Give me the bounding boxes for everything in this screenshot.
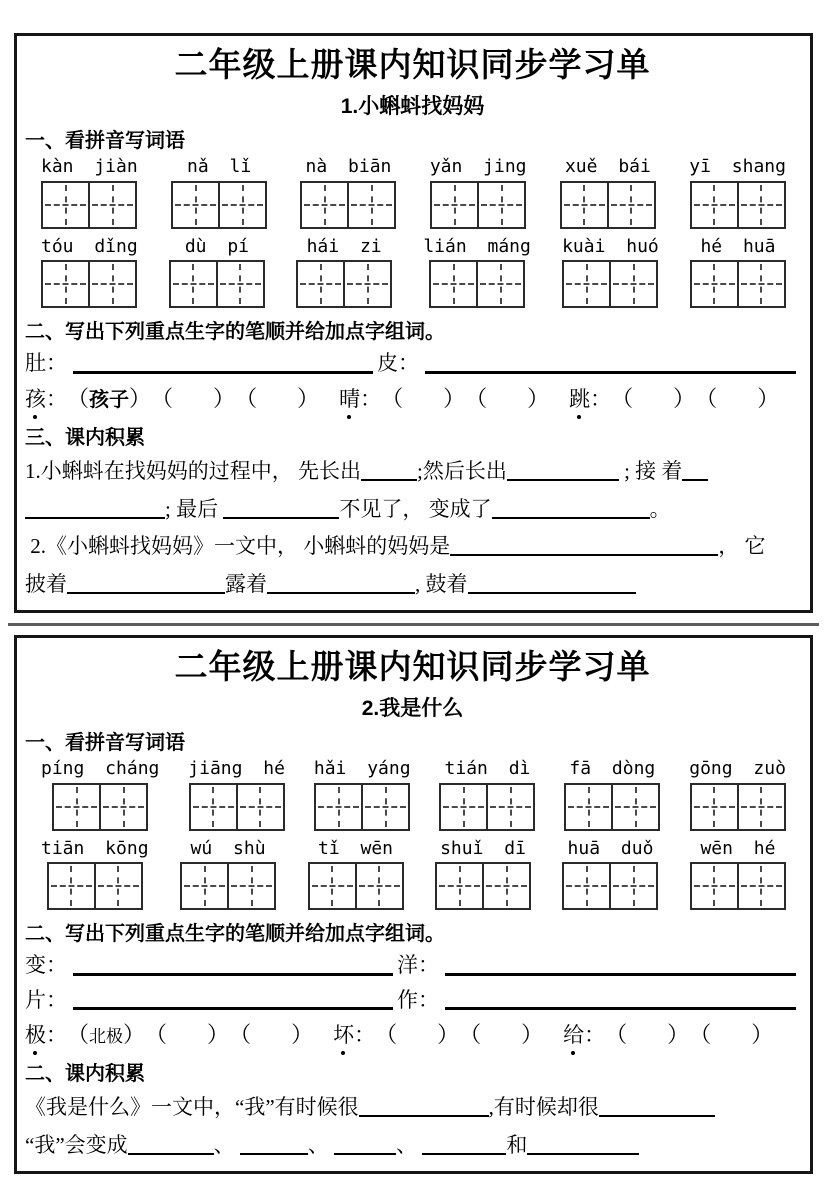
writing-box-pair[interactable] (171, 181, 267, 229)
writing-box-pair[interactable] (308, 862, 404, 910)
pinyin-label: gōng zuò (689, 758, 786, 780)
close-paren: ） (213, 385, 236, 411)
pinyin-label: kàn jiàn (41, 156, 138, 178)
answer-line[interactable] (425, 371, 796, 374)
writing-cell[interactable] (609, 262, 656, 306)
word-bracket[interactable] (229, 1022, 313, 1048)
writing-box-pair[interactable] (690, 862, 786, 910)
writing-box-pair[interactable] (690, 260, 786, 308)
writing-box-pair[interactable] (429, 260, 525, 308)
word-bracket[interactable] (465, 386, 549, 412)
word-bracket-filled (67, 1022, 145, 1048)
writing-cell[interactable] (173, 183, 218, 227)
text-run: 。 (649, 496, 671, 521)
section-number: 三、 (25, 427, 65, 450)
open-paren: （ (67, 385, 90, 411)
pinyin-word-group (188, 758, 285, 831)
pinyin-label: huā duǒ (567, 837, 654, 859)
writing-cell[interactable] (94, 864, 141, 908)
text-run: 1.小蝌蚪在找妈妈的过程中， 先长出 (25, 459, 361, 484)
pinyin-grid-row-1 (25, 156, 800, 229)
pinyin-label: fā dòng (569, 758, 656, 780)
answer-blank[interactable] (599, 1095, 715, 1117)
writing-box-pair[interactable] (47, 862, 143, 910)
section-1-heading (25, 124, 800, 153)
open-paren: （ (611, 385, 634, 411)
writing-box-pair[interactable] (189, 783, 285, 831)
word-bracket[interactable] (689, 1022, 773, 1048)
writing-cell[interactable] (692, 785, 737, 829)
pinyin-word-group (435, 838, 531, 911)
section-number: 二、 (25, 321, 65, 344)
pinyin-label: nà biān (305, 156, 392, 178)
dotted-char-label: 孩： (25, 386, 67, 411)
answer-blank[interactable] (128, 1133, 214, 1155)
section-1-heading (25, 726, 800, 755)
stroke-order-line (25, 351, 800, 376)
pinyin-word-group (169, 236, 265, 309)
writing-cell[interactable] (737, 183, 784, 227)
answer-blank[interactable] (240, 1133, 308, 1155)
writing-cell[interactable] (88, 262, 135, 306)
answer-blank[interactable] (507, 459, 619, 481)
worksheet-title (25, 44, 800, 87)
pinyin-word-group (690, 236, 786, 309)
pinyin-label: píng cháng (41, 758, 160, 780)
writing-box-pair[interactable] (300, 181, 396, 229)
writing-cell[interactable] (737, 262, 784, 306)
writing-cell[interactable] (182, 864, 227, 908)
answer-line[interactable] (73, 371, 373, 374)
section-number: 二、 (25, 923, 65, 946)
pinyin-grid-row-2 (25, 838, 800, 911)
writing-cell[interactable] (88, 183, 135, 227)
open-paren: （ (689, 1021, 712, 1047)
writing-cell[interactable] (49, 864, 94, 908)
title-part-serif: 二年级上册课内 (174, 650, 413, 687)
pinyin-label: xuě bái (564, 156, 651, 178)
fill-in-line (25, 1092, 800, 1124)
pinyin-word-group (560, 156, 656, 229)
writing-cell[interactable] (564, 864, 609, 908)
word-building-line (25, 1022, 800, 1048)
title-part-serif: 二年级上册课内 (174, 48, 413, 84)
text-run: ， 它 (718, 534, 766, 559)
writing-cell[interactable] (316, 785, 361, 829)
writing-cell[interactable] (216, 262, 263, 306)
stroke-char-label: 洋： (397, 953, 439, 978)
text-run: , 鼓着 (415, 571, 468, 596)
word-bracket[interactable] (145, 1022, 229, 1048)
open-paren: （ (235, 385, 258, 411)
answer-line[interactable] (73, 973, 393, 976)
word-bracket[interactable] (235, 386, 319, 412)
pinyin-label: wú shù (190, 837, 266, 859)
pinyin-label: tiān kōng (41, 837, 149, 859)
answer-blank[interactable] (492, 497, 650, 519)
writing-cell[interactable] (227, 864, 274, 908)
answer-blank[interactable] (359, 1095, 489, 1117)
stroke-char-label: 肚： (25, 351, 67, 376)
writing-cell[interactable] (609, 864, 656, 908)
answer-blank[interactable] (682, 459, 708, 481)
word-bracket[interactable] (151, 386, 235, 412)
sample-answer: 北极 (89, 1026, 124, 1046)
writing-cell[interactable] (191, 785, 236, 829)
word-bracket[interactable] (381, 386, 465, 412)
pinyin-word-group (41, 236, 138, 309)
pinyin-word-group (41, 156, 138, 229)
writing-cell[interactable] (564, 262, 609, 306)
pinyin-word-group (300, 156, 396, 229)
answer-blank[interactable] (361, 459, 417, 481)
writing-cell[interactable] (611, 785, 658, 829)
writing-box-pair[interactable] (562, 260, 658, 308)
text-run: 、 (396, 1132, 423, 1157)
writing-cell[interactable] (607, 183, 654, 227)
stroke-char-label: 变： (25, 953, 67, 978)
fill-in-line (25, 569, 800, 601)
pinyin-word-group (423, 236, 531, 309)
writing-cell[interactable] (476, 262, 523, 306)
close-paren: ） (673, 385, 696, 411)
pinyin-label: kuài huó (562, 235, 659, 257)
section-text: 看拼音写词语 (65, 130, 185, 153)
answer-line[interactable] (445, 1007, 796, 1010)
close-paren: ） (521, 1021, 544, 1047)
pinyin-word-group (690, 838, 786, 911)
writing-cell[interactable] (562, 183, 607, 227)
section-text: 看拼音写词语 (65, 732, 185, 755)
writing-cell[interactable] (482, 864, 529, 908)
pinyin-label: dù pí (184, 235, 249, 257)
text-run: 、 (307, 1132, 335, 1157)
text-run: 《我是什么》一文中，“我”有时候很 (25, 1095, 359, 1120)
close-paren: ） (667, 1021, 690, 1047)
answer-blank[interactable] (334, 1133, 396, 1155)
writing-box-pair[interactable] (564, 783, 660, 831)
dotted-char-label: 极： (25, 1022, 67, 1047)
writing-box-pair[interactable] (562, 862, 658, 910)
writing-box-pair[interactable] (52, 783, 148, 831)
writing-cell[interactable] (347, 183, 394, 227)
close-paren: ） (297, 385, 320, 411)
writing-cell[interactable] (437, 864, 482, 908)
close-paren: ） (437, 1021, 460, 1047)
writing-cell[interactable] (43, 262, 88, 306)
open-paren: （ (465, 385, 488, 411)
word-bracket-filled (67, 386, 151, 412)
writing-cell[interactable] (692, 183, 737, 227)
page-separator (8, 623, 819, 626)
word-bracket[interactable] (611, 386, 695, 412)
open-paren: （ (151, 385, 174, 411)
writing-box-pair[interactable] (41, 181, 137, 229)
section-text: 写出下列重点生字的笔顺并给加点字组词。 (65, 321, 445, 344)
worksheet-1 (14, 33, 813, 613)
pinyin-word-group (296, 236, 392, 309)
writing-cell[interactable] (310, 864, 355, 908)
pinyin-label: shuǐ dī (440, 837, 526, 859)
section-2-heading (25, 917, 800, 946)
answer-blank[interactable] (67, 572, 225, 594)
writing-cell[interactable] (477, 183, 524, 227)
pinyin-word-group (314, 758, 411, 831)
stroke-order-line (25, 988, 800, 1013)
pinyin-label: tián dì (444, 758, 531, 780)
pinyin-label: hé huā (700, 235, 776, 257)
pinyin-word-group (564, 758, 660, 831)
dotted-char-label: 晴： (339, 386, 382, 411)
pinyin-word-group (308, 838, 404, 911)
pinyin-word-group (689, 156, 786, 229)
answer-line[interactable] (73, 1007, 393, 1010)
open-paren: （ (67, 1021, 90, 1047)
writing-box-pair[interactable] (690, 181, 786, 229)
open-paren: （ (229, 1021, 252, 1047)
writing-box-pair[interactable] (41, 260, 137, 308)
close-paren: ） (207, 1021, 230, 1047)
pinyin-word-group (180, 838, 276, 911)
open-paren: （ (145, 1021, 168, 1047)
writing-cell[interactable] (99, 785, 146, 829)
text-run: 不见了， 变成了 (339, 496, 492, 521)
section-text: 写出下列重点生字的笔顺并给加点字组词。 (65, 923, 445, 946)
writing-cell[interactable] (361, 785, 408, 829)
stroke-char-label: 片： (25, 987, 67, 1012)
close-paren: ） (757, 385, 780, 411)
writing-cell[interactable] (54, 785, 99, 829)
sample-answer: 孩子 (89, 388, 130, 411)
section-number: 一、 (25, 732, 65, 755)
lesson-title: 1.小蝌蚪找妈妈 (340, 95, 485, 119)
section-3-heading (25, 421, 800, 450)
writing-box-pair[interactable] (435, 862, 531, 910)
writing-cell[interactable] (692, 864, 737, 908)
writing-box-pair[interactable] (430, 181, 526, 229)
writing-box-pair[interactable] (180, 862, 276, 910)
word-bracket[interactable] (695, 386, 779, 412)
pinyin-word-group (562, 236, 659, 309)
text-run: ; 接 着 (618, 459, 683, 484)
fill-in-line (25, 1130, 800, 1162)
pinyin-grid-row-1 (25, 758, 800, 831)
text-run: 和 (506, 1132, 528, 1157)
answer-line[interactable] (445, 973, 796, 976)
fill-in-line (25, 531, 800, 563)
pinyin-label: yǎn jing (429, 156, 527, 178)
writing-box-pair[interactable] (169, 260, 265, 308)
pinyin-label: hǎi yáng (313, 758, 411, 780)
writing-box-pair[interactable] (296, 260, 392, 308)
pinyin-label: hái zi (306, 235, 382, 257)
writing-cell[interactable] (566, 785, 611, 829)
pinyin-word-group (41, 838, 149, 911)
writing-box-pair[interactable] (314, 783, 410, 831)
close-paren: ） (751, 1021, 774, 1047)
text-run: 露着 (225, 571, 267, 596)
writing-cell[interactable] (218, 183, 265, 227)
writing-cell[interactable] (171, 262, 216, 306)
open-paren: （ (695, 385, 718, 411)
pinyin-label: wēn hé (700, 837, 776, 859)
worksheet-title (25, 646, 800, 689)
writing-cell[interactable] (302, 183, 347, 227)
pinyin-word-group (171, 156, 267, 229)
writing-cell[interactable] (737, 785, 784, 829)
close-paren: ） (123, 1021, 146, 1047)
fill-in-line (25, 494, 800, 526)
writing-cell[interactable] (43, 183, 88, 227)
pinyin-label: tóu dǐng (41, 235, 138, 257)
writing-box-pair[interactable] (690, 783, 786, 831)
fill-in-line (25, 456, 800, 488)
text-run: ,有时候却很 (488, 1095, 599, 1120)
pinyin-word-group (439, 758, 535, 831)
open-paren: （ (459, 1021, 482, 1047)
close-paren: ） (129, 385, 152, 411)
writing-cell[interactable] (441, 785, 486, 829)
section-text: 课内积累 (65, 1063, 145, 1086)
answer-blank[interactable] (267, 572, 415, 594)
section-2-heading (25, 315, 800, 344)
dotted-char-label: 跳： (569, 386, 612, 411)
writing-cell[interactable] (737, 864, 784, 908)
pinyin-label: jiāng hé (188, 758, 285, 780)
answer-blank[interactable] (527, 1133, 639, 1155)
text-run: “我”会变成 (25, 1132, 128, 1157)
title-part-bold: 知识同步学习单 (412, 46, 651, 83)
writing-cell[interactable] (355, 864, 402, 908)
word-bracket[interactable] (605, 1022, 689, 1048)
section-text: 课内积累 (65, 427, 145, 450)
text-run: 披着 (25, 571, 67, 596)
text-run: 2.《小蝌蚪找妈妈》一文中， 小蝌蚪的妈妈是 (25, 534, 451, 559)
text-run: 、 (213, 1132, 240, 1157)
answer-blank[interactable] (223, 497, 339, 519)
writing-box-pair[interactable] (560, 181, 656, 229)
open-paren: （ (375, 1021, 398, 1047)
pinyin-label: yī shang (689, 156, 786, 178)
pinyin-word-group (41, 758, 159, 831)
pinyin-grid-row-2 (25, 236, 800, 309)
section-number: 一、 (25, 130, 65, 153)
pinyin-label: nǎ lǐ (186, 156, 252, 178)
worksheet-2 (14, 635, 813, 1174)
writing-cell[interactable] (236, 785, 283, 829)
pinyin-label: lián máng (423, 235, 531, 257)
stroke-order-line (25, 953, 800, 978)
dotted-char-label: 给： (563, 1022, 606, 1047)
stroke-char-label: 作： (397, 987, 439, 1012)
word-bracket[interactable] (459, 1022, 543, 1048)
word-bracket[interactable] (375, 1022, 459, 1048)
section-number: 二、 (25, 1063, 65, 1086)
close-paren: ） (443, 385, 466, 411)
text-run: ;然后长出 (417, 459, 507, 484)
open-paren: （ (605, 1021, 628, 1047)
writing-cell[interactable] (432, 183, 477, 227)
writing-cell[interactable] (692, 262, 737, 306)
close-paren: ） (527, 385, 550, 411)
answer-blank[interactable] (25, 497, 165, 519)
word-building-line (25, 386, 800, 412)
writing-cell[interactable] (343, 262, 390, 306)
pinyin-word-group (689, 758, 786, 831)
writing-box-pair[interactable] (439, 783, 535, 831)
pinyin-label: tǐ wēn (318, 837, 394, 859)
open-paren: （ (381, 385, 404, 411)
lesson-title: 2.我是什么 (361, 697, 464, 721)
stroke-char-label: 皮： (377, 351, 419, 376)
title-part-bold: 知识同步学习单 (412, 648, 651, 686)
answer-blank[interactable] (450, 534, 718, 556)
close-paren: ） (291, 1021, 314, 1047)
answer-blank[interactable] (468, 572, 636, 594)
text-run: ; 最后 (165, 496, 224, 521)
writing-cell[interactable] (298, 262, 343, 306)
pinyin-word-group (430, 156, 527, 229)
writing-cell[interactable] (431, 262, 476, 306)
section-3-heading (25, 1057, 800, 1086)
pinyin-word-group (562, 838, 658, 911)
writing-cell[interactable] (486, 785, 533, 829)
dotted-char-label: 坏： (333, 1022, 376, 1047)
answer-blank[interactable] (422, 1133, 506, 1155)
